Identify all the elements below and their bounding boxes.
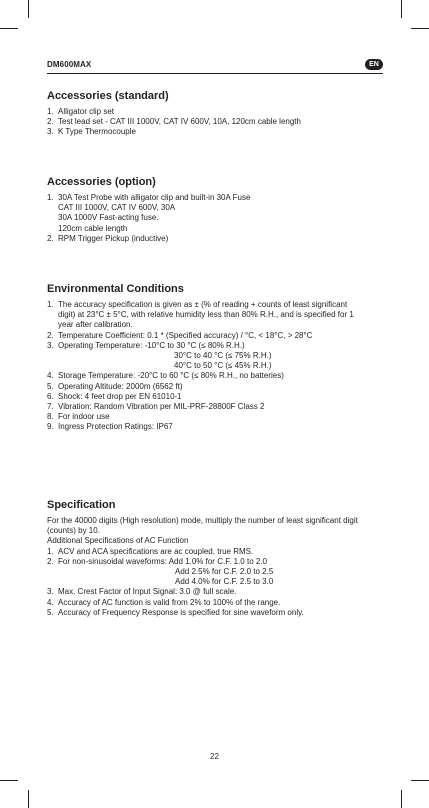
list-item-detail: CAT III 1000V, CAT IV 600V, 30A: [58, 203, 176, 213]
list-item: 2. For non-sinusoidal waveforms: Add 1.0% for C.F. 1.0 to 2.0: [47, 556, 267, 566]
crop-mark: [28, 0, 29, 18]
list-item: 1. The accuracy specification is given as ± (% of reading + counts of least significant: [47, 300, 348, 309]
list-item: 6. Shock: 4 feet drop per EN 61010-1: [47, 391, 182, 401]
section-accessories-option: [47, 176, 387, 283]
list-item: 9. Ingress Protection Ratings: IP67: [47, 422, 173, 432]
list-item-continuation: year after calibration.: [58, 320, 133, 330]
section-title: Accessories (standard): [47, 90, 169, 102]
list-item-continuation: digit) at 23°C ± 5°C, with relative humidity less than 80% R.H., and is specified for 1: [58, 310, 354, 320]
paragraph-line: (counts) by 10.: [47, 526, 100, 536]
crop-mark: [411, 780, 429, 781]
model-name: DM600MAX: [47, 60, 92, 69]
header-rule: [47, 73, 383, 74]
subsection-title: Additional Specifications of AC Function: [47, 536, 189, 546]
section-title: Environmental Conditions: [47, 283, 184, 295]
list-item-detail: Add 4.0% for C.F. 2.5 to 3.0: [175, 577, 274, 587]
list-item: 2. RPM Trigger Pickup (inductive): [47, 233, 169, 243]
list-item: 1. Alligator clip set: [47, 107, 115, 116]
crop-mark: [401, 790, 402, 808]
section-accessories-standard: [47, 90, 387, 176]
section-title: Accessories (option): [47, 176, 156, 188]
language-badge: EN: [365, 59, 383, 70]
page-number: 22: [210, 752, 219, 761]
list-item-detail: 30A 1000V Fast-acting fuse.: [58, 213, 159, 223]
crop-mark: [28, 790, 29, 808]
list-item: 5. Operating Altitude: 2000m (6562 ft): [47, 381, 183, 391]
list-item: 7. Vibration: Random Vibration per MIL-PRF-28800F Class 2: [47, 402, 265, 412]
page-content: [47, 90, 387, 618]
page-header: [47, 60, 383, 73]
list-item: 3. Max. Crest Factor of Input Signal: 3.0 @ full scale.: [47, 587, 237, 597]
list-item-detail: 40°C to 50 °C (≤ 45% R.H.): [174, 361, 272, 371]
section-environmental: [47, 283, 387, 499]
list-item-detail: Add 2.5% for C.F. 2.0 to 2.5: [175, 567, 274, 577]
list-item-detail: 30°C to 40 °C (≤ 75% R.H.): [174, 351, 272, 361]
list-item: 2. Temperature Coefficient: 0.1 * (Specified accuracy) / °C, < 18°C, > 28°C: [47, 330, 313, 340]
crop-mark: [411, 28, 429, 29]
list-item: 8. For indoor use: [47, 412, 110, 422]
section-title: Specification: [47, 499, 116, 511]
list-item: 4. Storage Temperature: -20°C to 60 °C (≤ 80% R.H., no batteries): [47, 371, 284, 381]
section-specification: [47, 499, 387, 618]
list-item: 2. Test lead set - CAT III 1000V, CAT IV 600V, 10A, 120cm cable length: [47, 117, 301, 127]
paragraph-line: For the 40000 digits (High resolution) mode, multiply the number of least significant digit: [47, 516, 358, 525]
list-item-detail: 120cm cable length: [58, 223, 128, 233]
crop-mark: [0, 780, 18, 781]
crop-mark: [0, 28, 18, 29]
crop-mark: [401, 0, 402, 18]
list-item: 1. ACV and ACA specifications are ac coupled, true RMS.: [47, 546, 254, 556]
list-item: 1. 30A Test Probe with alligator clip and built-in 30A Fuse: [47, 193, 251, 202]
list-item: 5. Accuracy of Frequency Response is specified for sine waveform only.: [47, 607, 304, 617]
list-item: 3. Operating Temperature: -10°C to 30 °C (≤ 80% R.H.): [47, 340, 245, 350]
list-item: 4. Accuracy of AC function is valid from 2% to 100% of the range.: [47, 597, 281, 607]
list-item: 3. K Type Thermocouple: [47, 127, 136, 137]
